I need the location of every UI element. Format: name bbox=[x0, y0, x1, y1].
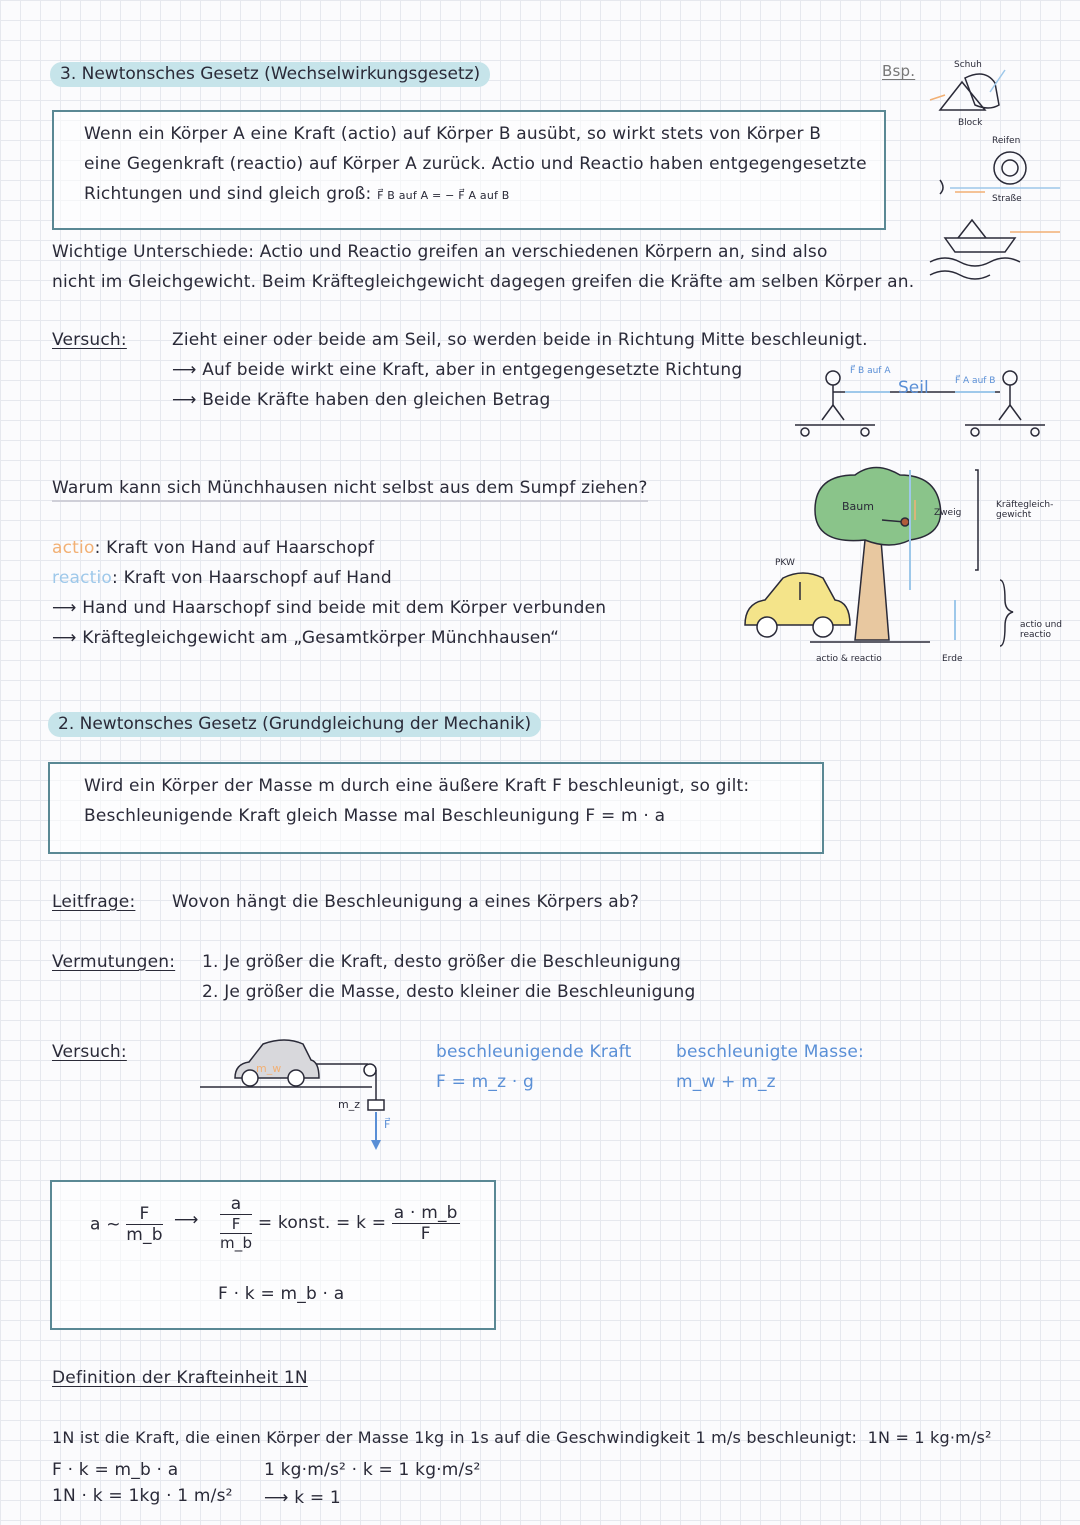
definition-text: 1N ist die Kraft, die einen Körper der Masse 1kg in 1s auf die Geschwindigkeit 1 m/s beschleunigt: 1N = 1 kg·m/s² bbox=[52, 1428, 992, 1447]
reactio-line: reactio: Kraft von Haarschopf auf Hand bbox=[52, 568, 392, 588]
label-f-a-auf-b: F⃗ A auf B bbox=[955, 376, 996, 386]
law3-line3: Richtungen und sind gleich groß: F⃗ B auf A = − F⃗ A auf B bbox=[84, 184, 510, 204]
leitfrage-text: Wovon hängt die Beschleunigung a eines Körpers ab? bbox=[172, 892, 640, 912]
formula-result: F · k = m_b · a bbox=[218, 1284, 345, 1304]
section3-heading: 3. Newtonsches Gesetz (Wechselwirkungsgesetz) bbox=[50, 62, 490, 87]
definition-calc2: 1N · k = 1kg · 1 m/s² bbox=[52, 1486, 233, 1506]
actio-label: actio bbox=[52, 538, 95, 558]
label-pkw: PKW bbox=[775, 558, 795, 568]
leitfrage-label: Leitfrage: bbox=[52, 892, 136, 912]
label-erde: Erde bbox=[942, 654, 963, 664]
label-schuh: Schuh bbox=[954, 60, 982, 70]
label-actio-reactio-bottom: actio & reactio bbox=[816, 654, 882, 664]
bsp-label: Bsp. bbox=[882, 62, 916, 80]
label-f-b-auf-a: F⃗ B auf A bbox=[850, 366, 891, 376]
law2-line2: Beschleunigende Kraft gleich Masse mal Beschleunigung F = m · a bbox=[84, 806, 666, 826]
label-force: F⃗ bbox=[384, 1118, 391, 1131]
vermutung-2: 2. Je größer die Masse, desto kleiner die Beschleunigung bbox=[202, 982, 696, 1002]
law3-line1: Wenn ein Körper A eine Kraft (actio) auf Körper B ausübt, so wirkt stets von Körper B bbox=[84, 124, 822, 144]
formula-box bbox=[50, 1180, 496, 1330]
muenchhausen-question: Warum kann sich Münchhausen nicht selbst aus dem Sumpf ziehen? bbox=[52, 478, 648, 502]
versuch3-label: Versuch: bbox=[52, 330, 127, 350]
label-baum: Baum bbox=[842, 500, 874, 513]
versuch2-label: Versuch: bbox=[52, 1042, 127, 1062]
label-seil: Seil bbox=[898, 378, 929, 398]
vermutungen-label: Vermutungen: bbox=[52, 952, 176, 972]
versuch3-line2: ⟶ Auf beide wirkt eine Kraft, aber in entgegengesetzte Richtung bbox=[172, 360, 742, 380]
definition-unit-result: 1N = 1 kg·m/s² bbox=[867, 1428, 992, 1447]
label-kraeftegleichgewicht: Kräftegleich-gewicht bbox=[996, 500, 1054, 520]
law3-formula: F⃗ B auf A = − F⃗ A auf B bbox=[377, 189, 510, 202]
label-mz: m_z bbox=[338, 1098, 360, 1111]
section2-heading: 2. Newtonsches Gesetz (Grundgleichung der Mechanik) bbox=[48, 712, 541, 737]
label-actio-und-reactio: actio und reactio bbox=[1020, 620, 1062, 640]
beschl-kraft-formula: F = m_z · g bbox=[436, 1072, 535, 1092]
beschl-masse-formula: m_w + m_z bbox=[676, 1072, 776, 1092]
beschl-kraft-label: beschleunigende Kraft bbox=[436, 1042, 632, 1062]
definition-calc3: 1 kg·m/s² · k = 1 kg·m/s² bbox=[264, 1460, 481, 1480]
definition-calc4: ⟶ k = 1 bbox=[264, 1488, 341, 1508]
formula-proportional: a ~ $\frac{F}{m\_b}$ bbox=[90, 1204, 163, 1245]
definition-heading: Definition der Krafteinheit 1N bbox=[52, 1368, 308, 1388]
law3-line2: eine Gegenkraft (reactio) auf Körper A zurück. Actio und Reactio haben entgegengesetzte bbox=[84, 154, 867, 174]
definition-calc1: F · k = m_b · a bbox=[52, 1460, 179, 1480]
diff-line2: nicht im Gleichgewicht. Beim Kräftegleichgewicht dagegen greifen die Kräfte am selben Körper an. bbox=[52, 272, 915, 292]
law2-line1: Wird ein Körper der Masse m durch eine äußere Kraft F beschleunigt, so gilt: bbox=[84, 776, 750, 796]
label-zweig: Zweig bbox=[934, 508, 962, 518]
label-reifen: Reifen bbox=[992, 136, 1021, 146]
label-strasse: Straße bbox=[992, 194, 1022, 204]
muench-line2: ⟶ Kräftegleichgewicht am „Gesamtkörper Münchhausen“ bbox=[52, 628, 559, 648]
versuch3-line1: Zieht einer oder beide am Seil, so werden beide in Richtung Mitte beschleunigt. bbox=[172, 330, 868, 350]
label-mw: m_w bbox=[256, 1062, 282, 1075]
muench-line1: ⟶ Hand und Haarschopf sind beide mit dem Körper verbunden bbox=[52, 598, 606, 618]
reactio-label: reactio bbox=[52, 568, 113, 588]
vermutung-1: 1. Je größer die Kraft, desto größer die Beschleunigung bbox=[202, 952, 681, 972]
label-block: Block bbox=[958, 118, 983, 128]
versuch3-line3: ⟶ Beide Kräfte haben den gleichen Betrag bbox=[172, 390, 551, 410]
formula-constant: $\frac{a}{\frac{F}{m\_b}}$ = konst. = k = $\frac{a \cdot m\_b}{F}$ bbox=[220, 1194, 458, 1252]
formula-arrow: ⟶ bbox=[174, 1210, 199, 1230]
diff-line1: Wichtige Unterschiede: Actio und Reactio greifen an verschiedenen Körpern an, sind also bbox=[52, 242, 828, 262]
actio-line: actio: Kraft von Hand auf Haarschopf bbox=[52, 538, 375, 558]
beschl-masse-label: beschleunigte Masse: bbox=[676, 1042, 864, 1062]
